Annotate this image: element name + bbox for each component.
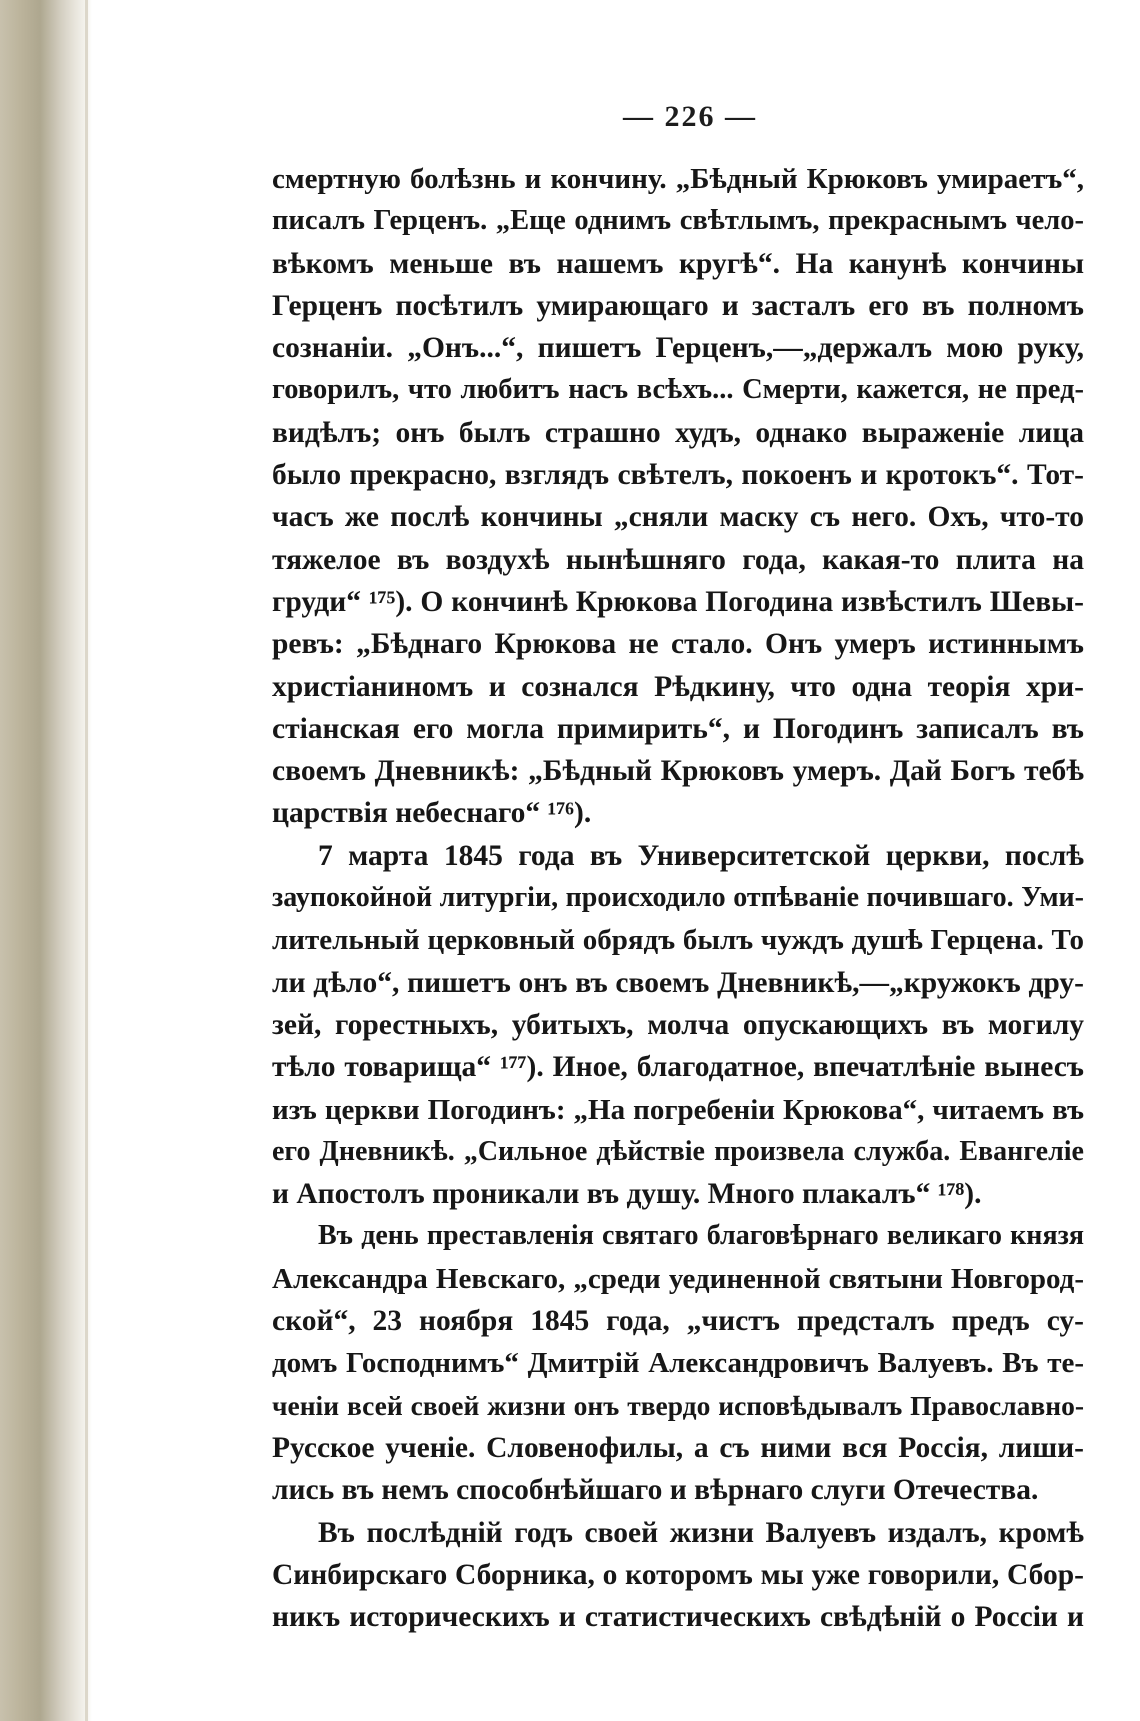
text-line: никъ историческихъ и статистическихъ свѣдѣній о Россіи и <box>272 1601 1084 1634</box>
text-line: сознаніи. „Онъ...“, пишетъ Герценъ,—„держалъ мою руку, <box>272 332 1084 365</box>
text-line: домъ Господнимъ“ Дмитрій Александровичъ Валуевъ. Въ те- <box>272 1347 1084 1380</box>
text-line: изъ церкви Погодинъ: „На погребеніи Крюкова“, читаемъ въ <box>272 1093 1084 1126</box>
text-line: ской“, 23 ноября 1845 года, „чистъ предсталъ предъ су- <box>272 1305 1084 1338</box>
text-line: Въ день преставленія святаго благовѣрнаго великаго князя <box>318 1220 1084 1252</box>
text-line: вѣкомъ меньше въ нашемъ кругѣ“. На канунѣ кончины <box>272 247 1084 280</box>
text-line: и Апостолъ проникали въ душу. Много плакалъ“ ¹⁷⁸). <box>272 1178 982 1211</box>
text-line: 7 марта 1845 года въ Университетской церкви, послѣ <box>318 839 1084 872</box>
body-text <box>272 158 1084 1638</box>
page-number: — 226 — <box>623 100 757 133</box>
text-line: зей, горестныхъ, убитыхъ, молча опускающихъ въ могилу <box>272 1008 1084 1041</box>
text-line: стіанская его могла примирить“, и Погодинъ записалъ въ <box>272 712 1084 745</box>
text-line: смертную болѣзнь и кончину. „Бѣдный Крюковъ умираетъ“, <box>272 163 1084 195</box>
text-line: Въ послѣдній годъ своей жизни Валуевъ издалъ, кромѣ <box>318 1516 1084 1549</box>
text-line: лись въ немъ способнѣйшаго и вѣрнаго слуги Отечества. <box>272 1474 1039 1507</box>
text-line: лительный церковный обрядъ былъ чуждъ душѣ Герцена. То <box>272 924 1084 957</box>
text-line: ли дѣло“, пишетъ онъ въ своемъ Дневникѣ,—„кружокъ дру- <box>272 966 1084 999</box>
text-line: Синбирскаго Сборника, о которомъ мы уже говорили, Сбор- <box>272 1558 1084 1591</box>
text-line: видѣлъ; онъ былъ страшно худъ, однако выраженіе лица <box>272 416 1084 449</box>
text-line: тяжелое въ воздухѣ нынѣшняго года, какая-то плита на <box>272 543 1084 576</box>
text-line: было прекрасно, взглядъ свѣтелъ, покоенъ и кротокъ“. Тот- <box>272 459 1084 492</box>
text-line: писалъ Герценъ. „Еще однимъ свѣтлымъ, прекраснымъ чело- <box>272 205 1084 237</box>
text-line: своемъ Дневникѣ: „Бѣдный Крюковъ умеръ. Дай Богъ тебѣ <box>272 755 1084 788</box>
text-line: тѣло товарища“ ¹⁷⁷). Иное, благодатное, впечатлѣніе вынесъ <box>272 1051 1084 1084</box>
text-line: ченіи всей своей жизни онъ твердо исповѣдывалъ Православно- <box>272 1389 1084 1421</box>
text-line: его Дневникѣ. „Сильное дѣйствіе произвела служба. Евангеліе <box>272 1135 1084 1167</box>
text-line: царствія небеснаго“ ¹⁷⁶). <box>272 797 592 830</box>
book-spine-shadow <box>0 0 92 1721</box>
text-line: говорилъ, что любитъ насъ всѣхъ... Смерти, кажется, не пред- <box>272 374 1084 406</box>
text-line: ревъ: „Бѣднаго Крюкова не стало. Онъ умеръ истиннымъ <box>272 628 1084 661</box>
text-line: заупокойной литургіи, происходило отпѣваніе почившаго. Уми- <box>272 882 1084 914</box>
text-line: Александра Невскаго, „среди уединенной святыни Новгород- <box>272 1262 1084 1295</box>
text-line: груди“ ¹⁷⁵). О кончинѣ Крюкова Погодина извѣстилъ Шевы- <box>272 585 1084 618</box>
text-line: Русское ученіе. Словенофилы, а съ ними вся Россія, лиши- <box>272 1431 1084 1464</box>
text-line: христіаниномъ и сознался Рѣдкину, что одна теорія хри- <box>272 670 1084 703</box>
text-line: часъ же послѣ кончины „сняли маску съ него. Охъ, что-то <box>272 501 1084 534</box>
text-line: Герценъ посѣтилъ умирающаго и засталъ его въ полномъ <box>272 289 1084 322</box>
